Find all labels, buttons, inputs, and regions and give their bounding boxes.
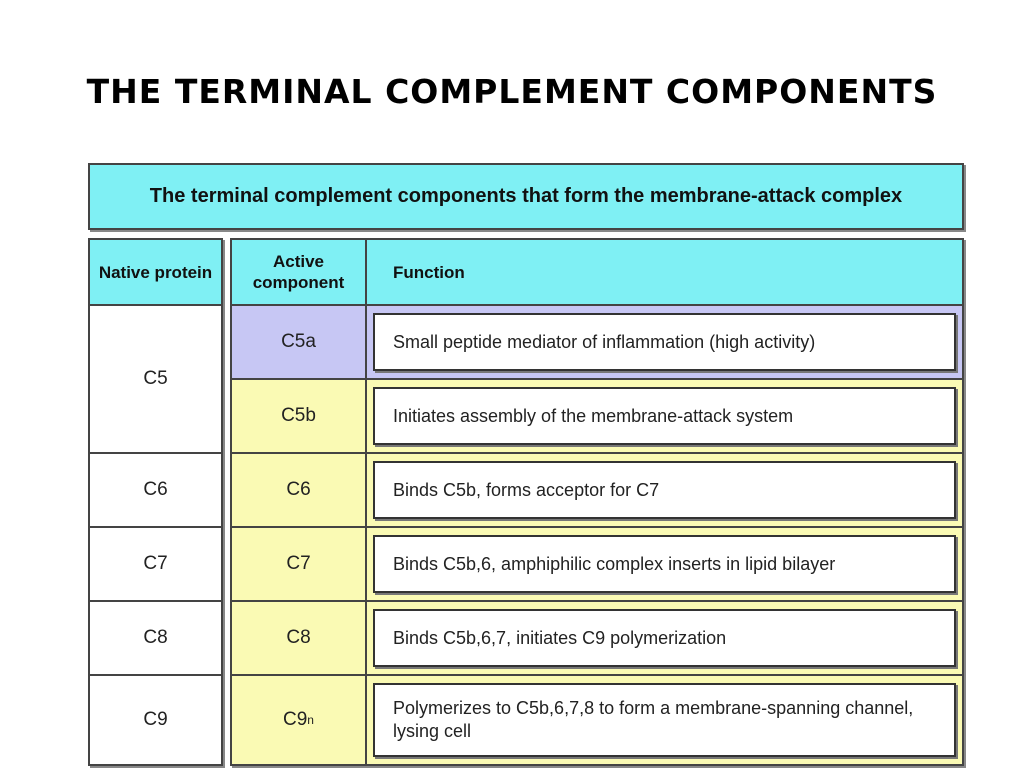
function-text: Small peptide mediator of inflammation (high activity) (373, 313, 956, 371)
slide-title: THE TERMINAL COMPLEMENT COMPONENTS (86, 72, 938, 111)
native-cell-c6: C6 (90, 452, 221, 526)
native-cell-c7: C7 (90, 526, 221, 600)
function-text: Binds C5b,6,7, initiates C9 polymerization (373, 609, 956, 667)
active-label: C5b (281, 405, 316, 426)
active-label: C5a (281, 331, 316, 352)
function-row (367, 452, 962, 526)
function-row (367, 304, 962, 378)
active-function-block (230, 238, 964, 766)
function-text: Binds C5b,6, amphiphilic complex inserts in lipid bilayer (373, 535, 956, 593)
active-cell-c5a (232, 304, 367, 378)
table-caption: The terminal complement components that form the membrane-attack complex (88, 163, 964, 230)
function-text: Binds C5b, forms acceptor for C7 (373, 461, 956, 519)
active-subscript: n (307, 713, 314, 727)
active-label: C8 (286, 627, 311, 648)
native-cell-c5: C5 (90, 304, 221, 452)
function-header: Function (367, 240, 962, 304)
active-label: C7 (286, 553, 311, 574)
function-row (367, 600, 962, 674)
active-label: C6 (286, 479, 311, 500)
active-cell-c7 (232, 526, 367, 600)
active-cell-c9n (232, 674, 367, 764)
active-cell-c6 (232, 452, 367, 526)
function-row (367, 378, 962, 452)
native-protein-header: Native protein (90, 240, 221, 304)
function-text: Initiates assembly of the membrane-attack system (373, 387, 956, 445)
function-row (367, 526, 962, 600)
active-label: C9 (283, 709, 308, 730)
function-text: Polymerizes to C5b,6,7,8 to form a membrane-spanning channel, lysing cell (373, 683, 956, 757)
native-cell-c8: C8 (90, 600, 221, 674)
native-cell-c9: C9 (90, 674, 221, 764)
active-component-header: Active component (232, 240, 367, 304)
function-row (367, 674, 962, 764)
active-cell-c8 (232, 600, 367, 674)
active-cell-c5b (232, 378, 367, 452)
native-protein-column (88, 238, 223, 766)
